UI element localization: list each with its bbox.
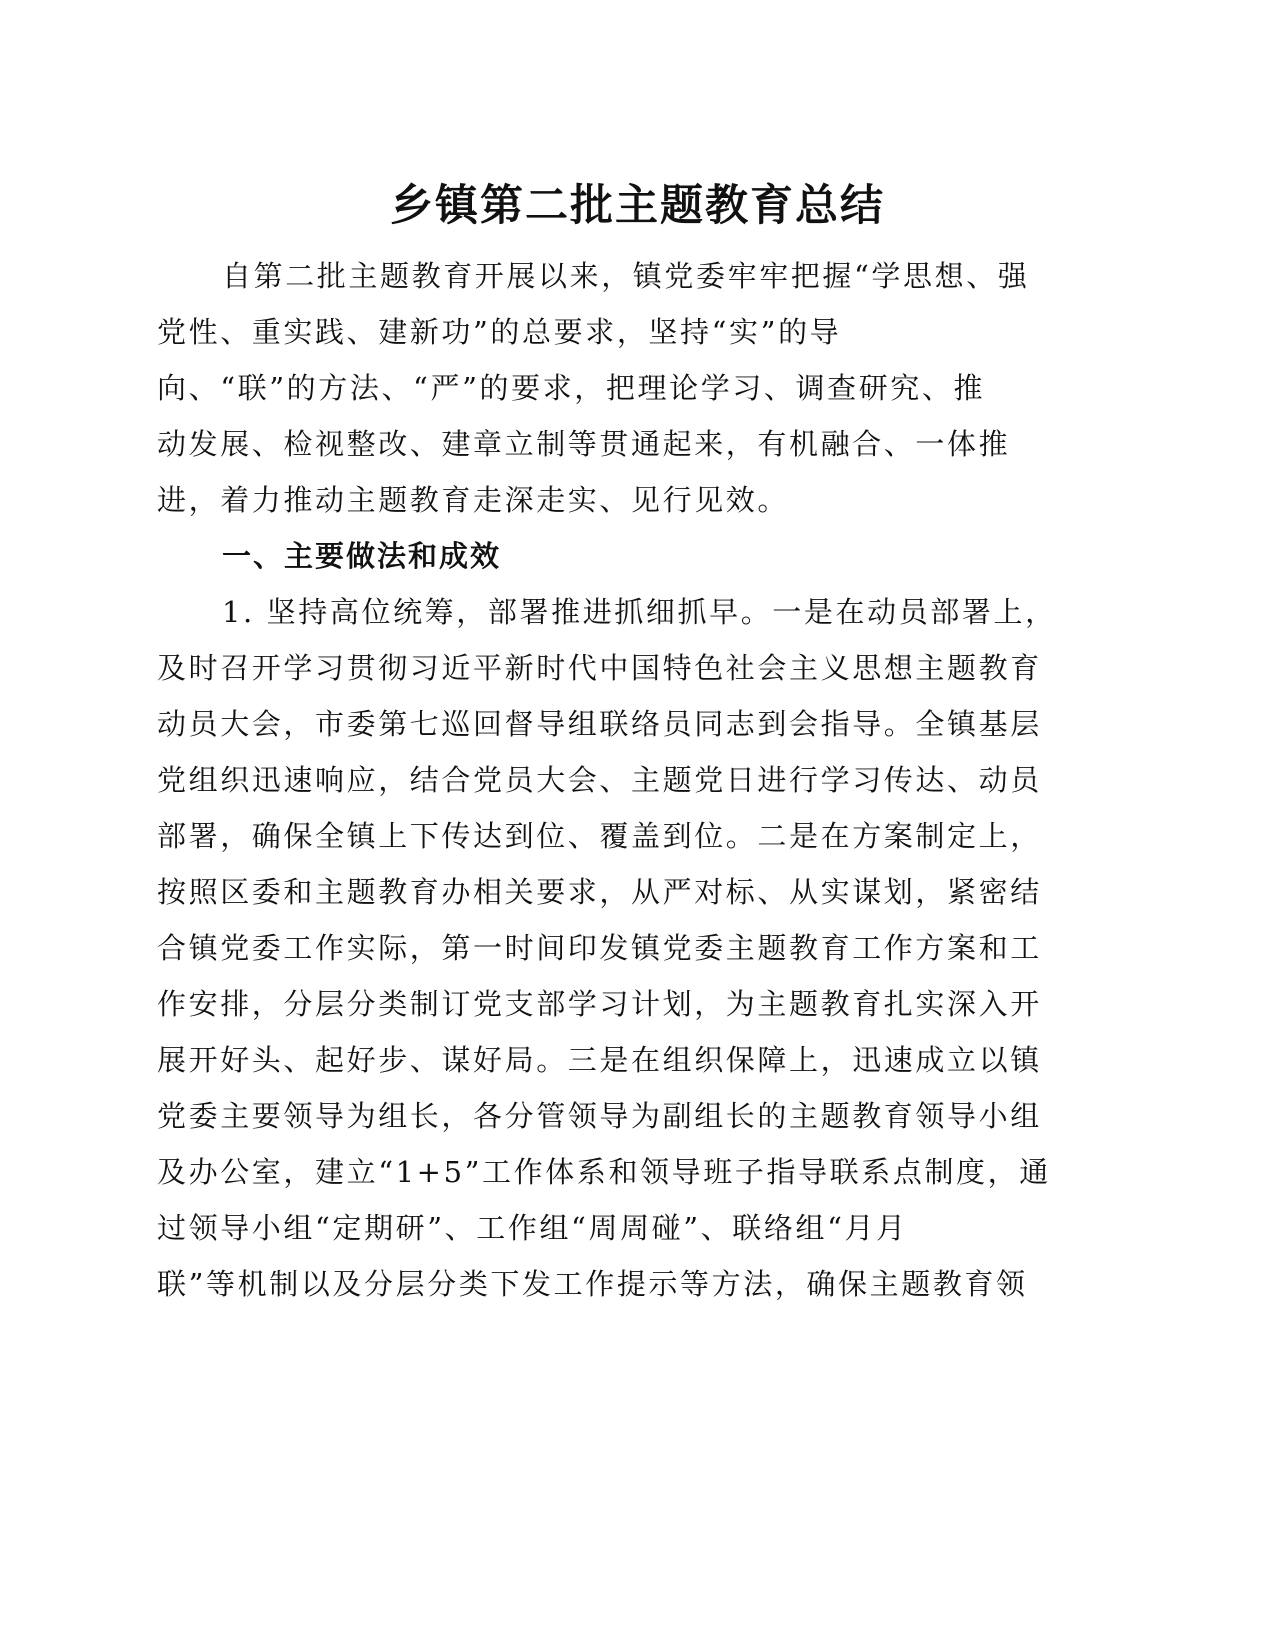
paragraph-line: 部署，确保全镇上下传达到位、覆盖到位。二是在方案制定上， bbox=[157, 819, 1042, 853]
paragraph-line: 1. 坚持高位统筹，部署推进抓细抓早。一是在动员部署上， bbox=[222, 595, 1057, 629]
paragraph-line: 自第二批主题教育开展以来，镇党委牢牢把握“学思想、强 bbox=[222, 259, 1030, 293]
section-heading: 一、主要做法和成效 bbox=[222, 539, 502, 573]
paragraph-line: 展开好头、起好步、谋好局。三是在组织保障上，迅速成立以镇 bbox=[157, 1043, 1042, 1077]
paragraph-line: 动发展、检视整改、建章立制等贯通起来，有机融合、一体推 bbox=[157, 427, 1011, 461]
paragraph-line: 过领导小组“定期研”、工作组“周周碰”、联络组“月月 bbox=[157, 1211, 908, 1245]
paragraph-line: 合镇党委工作实际，第一时间印发镇党委主题教育工作方案和工 bbox=[157, 931, 1042, 965]
paragraph-line: 党委主要领导为组长，各分管领导为副组长的主题教育领导小组 bbox=[157, 1099, 1042, 1133]
paragraph-line: 联”等机制以及分层分类下发工作提示等方法，确保主题教育领 bbox=[157, 1267, 1028, 1301]
paragraph-line: 按照区委和主题教育办相关要求，从严对标、从实谋划，紧密结 bbox=[157, 875, 1042, 909]
document-title: 乡镇第二批主题教育总结 bbox=[390, 181, 885, 231]
paragraph-line: 进，着力推动主题教育走深走实、见行见效。 bbox=[157, 483, 790, 517]
paragraph-line: 作安排，分层分类制订党支部学习计划，为主题教育扎实深入开 bbox=[157, 987, 1042, 1021]
paragraph-line: 向、“联”的方法、“严”的要求，把理论学习、调查研究、推 bbox=[157, 371, 986, 405]
paragraph-line: 党组织迅速响应，结合党员大会、主题党日进行学习传达、动员 bbox=[157, 763, 1042, 797]
paragraph-line: 及办公室，建立“1+5”工作体系和领导班子指导联系点制度，通 bbox=[157, 1155, 1051, 1189]
paragraph-line: 及时召开学习贯彻习近平新时代中国特色社会主义思想主题教育 bbox=[157, 651, 1042, 685]
paragraph-line: 党性、重实践、建新功”的总要求，坚持“实”的导 bbox=[157, 315, 842, 349]
paragraph-line: 动员大会，市委第七巡回督导组联络员同志到会指导。全镇基层 bbox=[157, 707, 1042, 741]
